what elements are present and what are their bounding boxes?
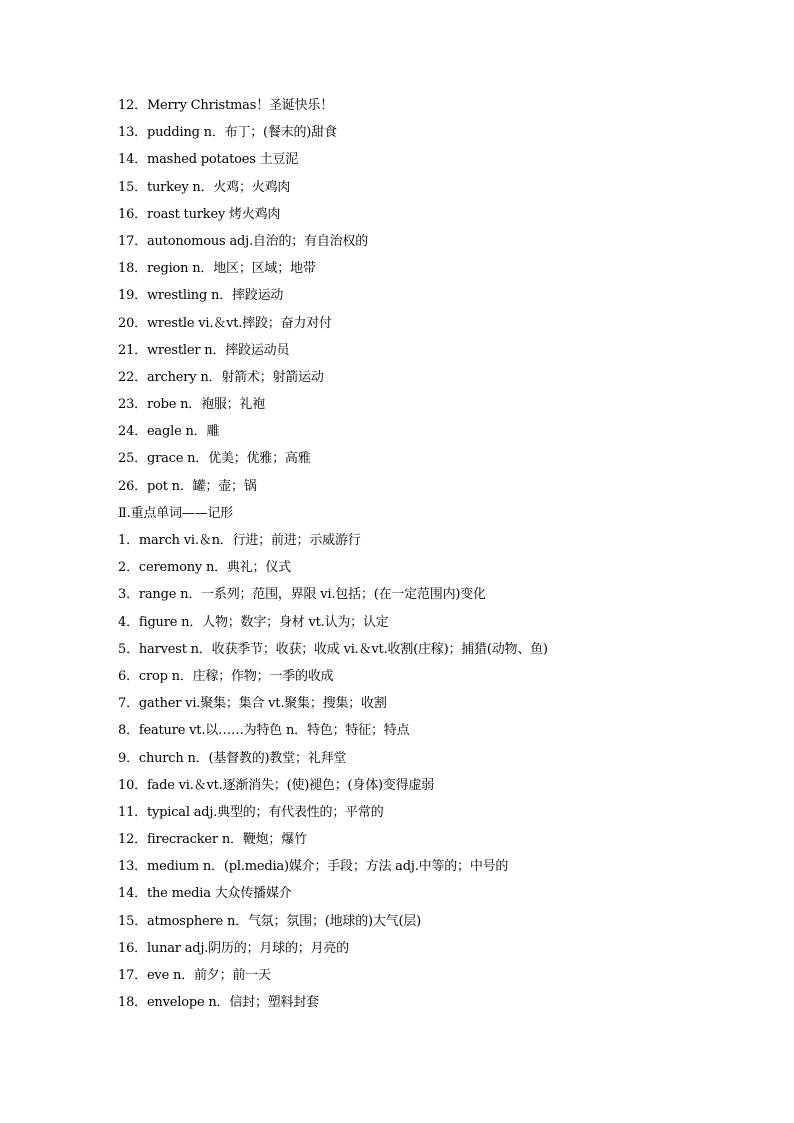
vocab-line: 13．pudding n．布丁；(餐末的)甜食 bbox=[118, 125, 337, 141]
vocab-line: 1．march vi.＆n．行进；前进；示威游行 bbox=[118, 533, 361, 548]
vocab-line: 6．crop n．庄稼；作物；一季的收成 bbox=[118, 668, 334, 684]
vocab-line: 12．Merry Christmas！圣诞快乐！ bbox=[118, 98, 333, 113]
vocab-line: 14．mashed potatoes 土豆泥 bbox=[118, 152, 299, 168]
vocab-line: 12．firecracker n．鞭炮；爆竹 bbox=[118, 832, 307, 848]
vocab-line: 4．figure n．人物；数字；身材 vt.认为；认定 bbox=[118, 614, 389, 630]
vocab-line: 3．range n．一系列；范围，界限 vi.包括；(在一定范围内)变化 bbox=[118, 587, 486, 603]
vocab-line: 25．grace n．优美；优雅；高雅 bbox=[118, 451, 311, 467]
vocab-line: 20．wrestle vi.＆vt.摔跤；奋力对付 bbox=[118, 315, 332, 331]
vocab-line: 18．region n．地区；区域；地带 bbox=[118, 261, 316, 277]
vocab-line: 5．harvest n．收获季节；收获；收成 vi.＆vt.收割(庄稼)；捕猎(动物、鱼) bbox=[118, 641, 548, 657]
vocab-line: 15．turkey n．火鸡；火鸡肉 bbox=[118, 179, 291, 195]
vocab-line: 8．feature vt.以……为特色 n．特色；特征；特点 bbox=[118, 723, 410, 739]
vocab-line: 13．medium n．(pl.media)媒介；手段；方法 adj.中等的；中号的 bbox=[118, 859, 509, 875]
section-heading: Ⅱ.重点单词——记形 bbox=[118, 505, 233, 521]
vocab-line: 16．roast turkey 烤火鸡肉 bbox=[118, 206, 281, 222]
vocab-line: 10．fade vi.＆vt.逐渐消失；(使)褪色；(身体)变得虚弱 bbox=[118, 777, 435, 793]
vocab-line: 7．gather vi.聚集；集合 vt.聚集；搜集；收割 bbox=[118, 696, 387, 712]
vocabulary-list bbox=[118, 92, 758, 1016]
vocab-line: 18．envelope n．信封；塑料封套 bbox=[118, 995, 319, 1011]
vocab-line: 16．lunar adj.阴历的；月球的；月亮的 bbox=[118, 940, 349, 956]
vocab-line: 14．the media 大众传播媒介 bbox=[118, 886, 292, 902]
vocab-line: 9．church n．(基督教的)教堂；礼拜堂 bbox=[118, 750, 347, 766]
vocab-line: 23．robe n．袍服；礼袍 bbox=[118, 397, 266, 413]
vocab-line: 24．eagle n．雕 bbox=[118, 424, 220, 440]
vocab-line: 22．archery n．射箭术；射箭运动 bbox=[118, 369, 324, 385]
vocab-line: 19．wrestling n．摔跤运动 bbox=[118, 288, 284, 304]
vocab-line: 17．eve n．前夕；前一天 bbox=[118, 968, 271, 983]
vocab-line: 17．autonomous adj.自治的；有自治权的 bbox=[118, 233, 369, 249]
vocab-line: 21．wrestler n．摔跤运动员 bbox=[118, 342, 290, 358]
vocab-line: 2．ceremony n．典礼；仪式 bbox=[118, 560, 291, 576]
vocab-line: 15．atmosphere n．气氛；氛围；(地球的)大气(层) bbox=[118, 913, 422, 929]
vocab-line: 11．typical adj.典型的；有代表性的；平常的 bbox=[118, 804, 384, 820]
vocab-line: 26．pot n．罐；壶；锅 bbox=[118, 478, 257, 494]
